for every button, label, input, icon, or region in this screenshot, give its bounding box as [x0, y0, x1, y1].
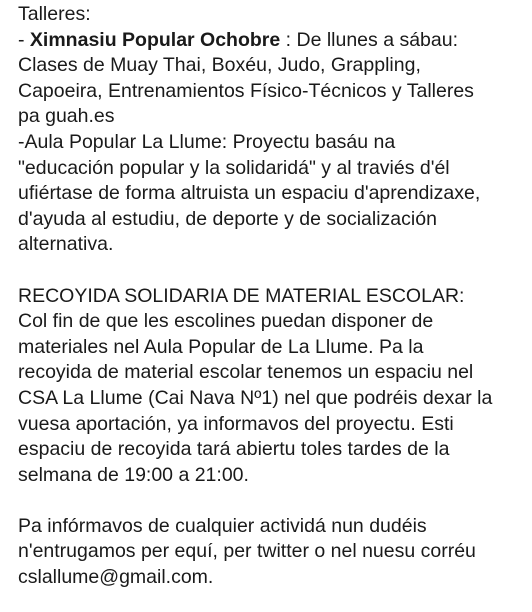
- aula-popular-line: "educación popular y la solidaridá" y al traviés d'él: [18, 156, 450, 179]
- recoyida-line: Col fin de que les escolines puedan disponer de: [18, 310, 434, 333]
- recoyida-heading: RECOYIDA SOLIDARIA DE MATERIAL ESCOLAR:: [18, 284, 465, 307]
- aula-popular-line: d'ayuda al estudiu, de deporte y de socialización: [18, 207, 437, 230]
- recoyida-line: espaciu de recoyida tará abiertu toles tardes de la: [18, 438, 450, 461]
- ximnasiu-name: Ximnasiu Popular Ochobre: [29, 28, 281, 51]
- contact-line: n'entrugamos per equí, per twitter o nel nuesu corréu: [18, 540, 476, 563]
- recoyida-line: recoyida de material escolar tenemos un espaciu nel: [18, 361, 474, 384]
- aula-popular-line: -Aula Popular La Llume: Proyectu basáu na: [18, 130, 396, 153]
- talleres-item-ximnasiu: [18, 28, 522, 54]
- recoyida-line: vuesa aportación, ya informavos del proyectu. Esti: [18, 412, 454, 435]
- paragraph-spacer: [18, 488, 522, 514]
- contact-line: Pa infórmavos de cualquier actividá nun dudéis: [18, 514, 427, 537]
- contact-email-line: cslallume@gmail.com.: [18, 566, 214, 589]
- item-dash: -: [18, 28, 30, 51]
- talleres-heading: Talleres:: [18, 3, 91, 25]
- paragraph-spacer: [18, 258, 522, 284]
- aula-popular-line: alternativa.: [18, 233, 114, 256]
- recoyida-line: CSA La Llume (Cai Nava Nº1) nel que podréis dexar la: [18, 386, 493, 409]
- ximnasiu-schedule: : De llunes a sábau:: [280, 28, 459, 51]
- ximnasiu-link-line: pa guah.es: [18, 105, 115, 128]
- ximnasiu-classes-line: Capoeira, Entrenamientos Físico-Técnicos y Talleres: [18, 79, 474, 102]
- ximnasiu-classes-line: Clases de Muay Thai, Boxéu, Judo, Grappling,: [18, 54, 421, 77]
- recoyida-line: selmana de 19:00 a 21:00.: [18, 463, 249, 486]
- aula-popular-line: ufiértase de forma altruista un espaciu d'aprendizaxe,: [18, 182, 481, 205]
- recoyida-line: materiales nel Aula Popular de La Llume. Pa la: [18, 335, 424, 358]
